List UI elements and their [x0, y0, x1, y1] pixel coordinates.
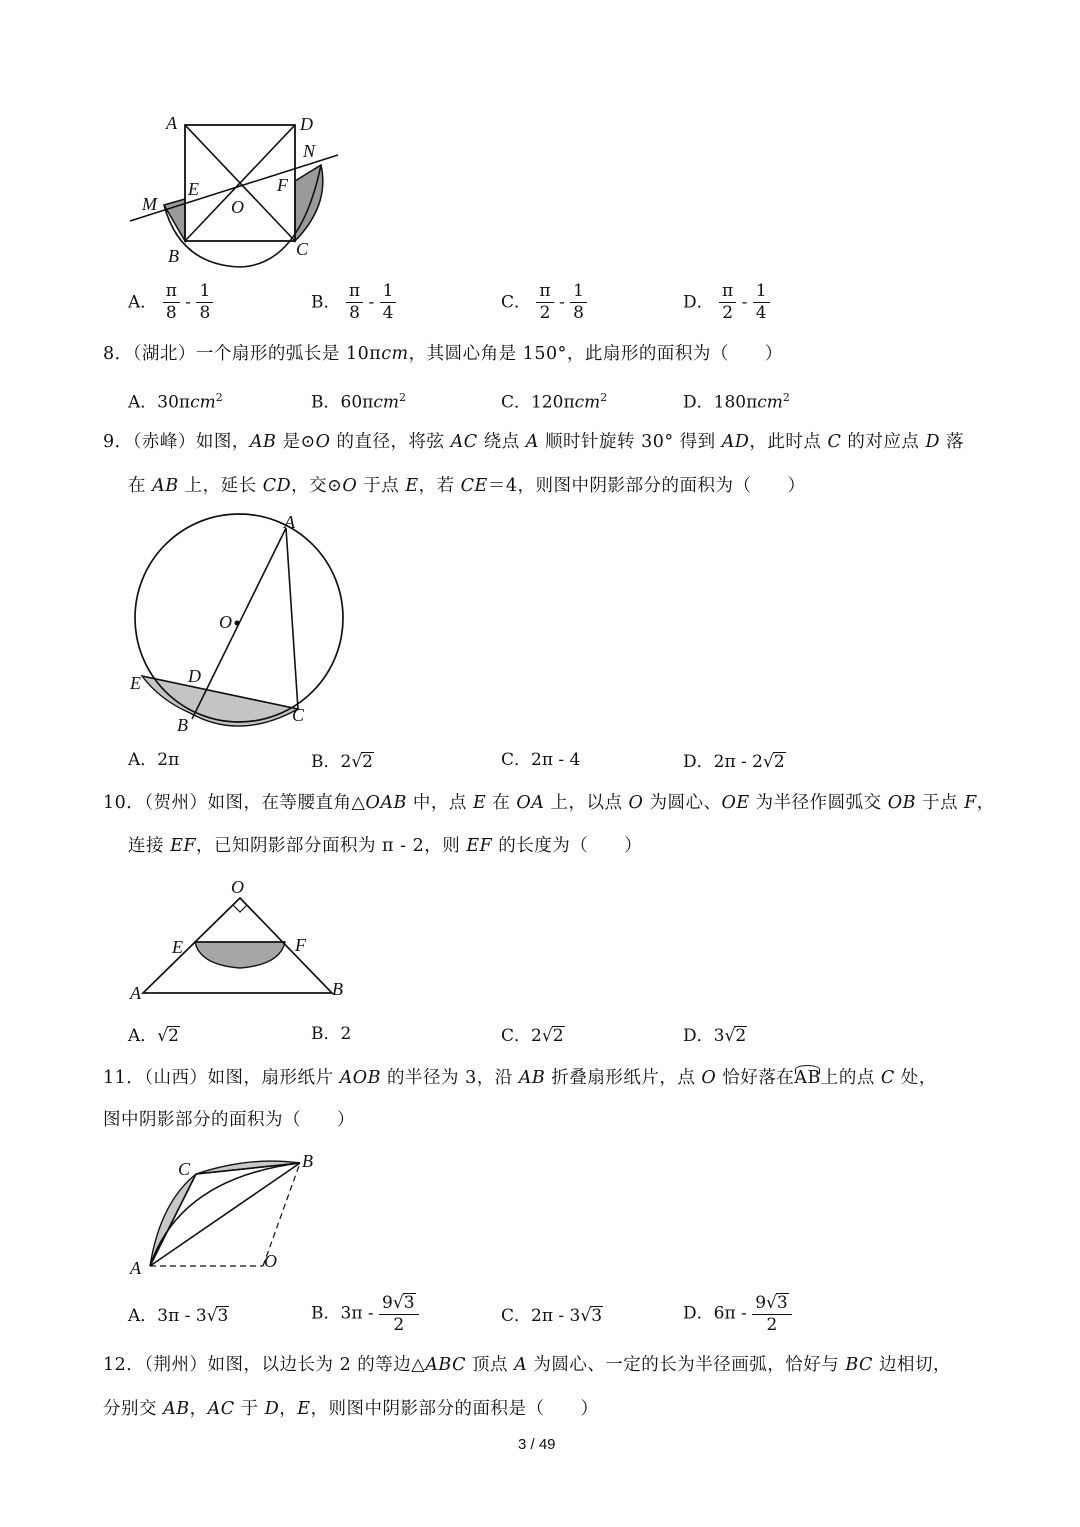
q10-option-d[interactable]	[683, 1026, 747, 1045]
frac-den: 4	[382, 302, 394, 323]
text: 连接	[128, 836, 171, 856]
value: 60π	[340, 392, 374, 413]
sqrt-sign: √	[351, 752, 363, 772]
q11-stem-line1	[103, 1070, 937, 1088]
frac-den: 8	[573, 302, 584, 323]
text: 的对应点	[841, 432, 926, 452]
unit: cm	[381, 344, 409, 364]
shaded-segment	[195, 942, 285, 968]
sqrt-sign: √	[763, 752, 774, 772]
text: 在	[128, 476, 153, 496]
var: D	[925, 432, 941, 452]
option-label: B．	[311, 292, 341, 313]
radicand: 3	[591, 1306, 603, 1326]
text: 10．（贺州）如图，在等腰直角△	[103, 793, 366, 813]
var: OA	[516, 793, 545, 813]
option-label: C．	[501, 750, 532, 770]
frac-den: 8	[349, 302, 360, 323]
value: 2π - 4	[531, 750, 581, 770]
label-A: A	[130, 1258, 141, 1278]
var: D	[264, 1399, 280, 1419]
q9-option-b[interactable]	[311, 752, 374, 771]
option-label: A．	[128, 292, 158, 313]
text: 上，延长	[178, 476, 263, 496]
label-C: C	[178, 1159, 191, 1179]
figure-q10-triangle	[120, 875, 360, 1010]
exponent: 2	[215, 391, 223, 404]
minus-sign: -	[185, 292, 192, 313]
label-O: O	[231, 197, 244, 217]
frac-num: π	[163, 283, 180, 303]
var: CE	[460, 476, 488, 496]
q12-stem-line1	[103, 1357, 951, 1375]
text: ，	[976, 793, 995, 813]
text: ，其圆心角是 150°，此扇形的面积为（ ）	[408, 344, 783, 364]
chord-ac	[150, 1174, 196, 1266]
text: 顶点	[465, 1355, 515, 1375]
q8-option-d[interactable]	[683, 392, 790, 412]
option-label: D．	[683, 1303, 714, 1324]
value: 2	[531, 1026, 542, 1046]
text: ，此时点	[749, 432, 828, 452]
option-label: B．	[311, 1024, 341, 1044]
var: C	[827, 432, 842, 452]
minus-sign: -	[368, 292, 375, 313]
label-A: A	[166, 113, 177, 133]
sqrt-sign: √	[157, 1026, 169, 1046]
q9-option-a[interactable]	[128, 752, 179, 769]
frac-num: π	[346, 283, 363, 303]
text: 恰好落在	[716, 1068, 795, 1088]
q10-option-a[interactable]	[128, 1026, 180, 1045]
option-label: D．	[683, 292, 714, 313]
text: 为圆心、一定的长为半径画弧，恰好与	[527, 1355, 846, 1375]
text: 11．（山西）如图，扇形纸片	[103, 1068, 340, 1088]
q9-option-d[interactable]	[683, 752, 786, 771]
radicand: 2	[735, 1026, 747, 1046]
option-label: B．	[311, 752, 341, 772]
radicand: 2	[168, 1026, 179, 1046]
var: AB	[163, 1399, 190, 1419]
label-C: C	[292, 705, 305, 725]
var: AB	[249, 432, 277, 452]
value: 3π -	[340, 1303, 374, 1324]
text: 的直径，将弦	[330, 432, 451, 452]
sqrt-sign: √	[392, 1293, 404, 1313]
text: ，若	[418, 476, 461, 496]
var: E	[405, 476, 419, 496]
q9-stem-line1	[103, 434, 964, 452]
frac-num: π	[719, 283, 736, 303]
q9-stem-line2	[128, 478, 805, 496]
exponent: 2	[398, 391, 406, 404]
q8-stem	[103, 346, 783, 364]
option-label: D．	[683, 392, 714, 413]
q7-option-c[interactable]	[501, 283, 587, 323]
value: 120π	[531, 392, 575, 413]
text: 于点	[357, 476, 406, 496]
frac-den: 4	[755, 302, 767, 323]
option-label: C．	[501, 1306, 532, 1326]
frac-num: 9	[382, 1293, 393, 1313]
option-label: D．	[683, 1026, 714, 1046]
text: 中，点	[406, 793, 473, 813]
option-label: C．	[501, 292, 532, 313]
label-B: B	[302, 1151, 313, 1171]
q11-option-d[interactable]	[683, 1293, 792, 1335]
value: 6π -	[713, 1303, 747, 1324]
label-O: O	[264, 1251, 277, 1271]
label-E: E	[130, 673, 141, 693]
exponent: 2	[600, 391, 608, 404]
var: AC	[207, 1399, 235, 1419]
q10-option-c[interactable]	[501, 1026, 565, 1045]
var: E	[297, 1399, 311, 1419]
text: 绕点	[477, 432, 526, 452]
label-M: M	[142, 194, 157, 214]
frac-num: 1	[753, 283, 770, 303]
text: 为半径作圆弧交	[749, 793, 888, 813]
label-D: D	[300, 114, 313, 134]
label-O: O	[219, 612, 232, 632]
sqrt-sign: √	[541, 1026, 553, 1046]
option-label: A．	[128, 750, 158, 770]
text: 为圆心、	[643, 793, 722, 813]
var: O	[628, 793, 644, 813]
figure-q11-sector	[120, 1148, 340, 1283]
sqrt-sign: √	[724, 1026, 736, 1046]
label-O: O	[231, 877, 244, 897]
unit: cm	[757, 392, 783, 413]
frac-den: 8	[199, 302, 211, 323]
label-N: N	[303, 141, 316, 161]
option-label: C．	[501, 392, 532, 413]
shaded-region	[142, 676, 298, 726]
text: ，	[279, 1399, 298, 1419]
label-B: B	[332, 979, 343, 999]
var: C	[880, 1068, 895, 1088]
label-A: A	[130, 983, 141, 1003]
q11-option-b[interactable]	[311, 1293, 419, 1335]
radicand: 3	[403, 1293, 415, 1313]
var: OB	[887, 793, 916, 813]
label-F: F	[277, 175, 288, 195]
unit: cm	[190, 392, 216, 413]
label-D: D	[188, 666, 201, 686]
text: 上，以点	[544, 793, 629, 813]
q8-option-a[interactable]	[128, 392, 223, 412]
option-label: B．	[311, 392, 341, 413]
sqrt-sign: √	[206, 1306, 218, 1326]
radicand: 2	[552, 1026, 564, 1046]
text: ，则图中阴影部分的面积是（ ）	[310, 1399, 599, 1419]
value: 2π - 3	[531, 1306, 581, 1326]
q11-stem-line2: 图中阴影部分的面积为（ ）	[103, 1110, 355, 1130]
chord-ac	[286, 528, 298, 709]
text: 12．（荆州）如图，以边长为 2 的等边△	[103, 1355, 426, 1375]
var: AB	[518, 1068, 546, 1088]
value: 2	[340, 752, 352, 772]
radicand: 2	[773, 752, 785, 772]
label-A: A	[284, 512, 295, 532]
exponent: 2	[782, 391, 790, 404]
frac-num: 1	[196, 283, 213, 303]
value: 2π	[157, 750, 180, 770]
text: 分别交	[103, 1399, 164, 1419]
label-B: B	[168, 246, 179, 266]
figure-q7-square-circle	[120, 105, 360, 275]
var: BC	[845, 1355, 873, 1375]
text: 上的点	[820, 1068, 881, 1088]
text: 于点	[915, 793, 965, 813]
frac-num: 1	[380, 283, 397, 303]
radicand: 3	[776, 1293, 788, 1313]
sqrt-sign: √	[580, 1306, 592, 1326]
text: ＝4，则图中阴影部分的面积为（ ）	[487, 476, 806, 496]
minus-sign: -	[559, 292, 565, 313]
text: 的半径为 3，沿	[380, 1068, 519, 1088]
q12-stem-line2	[103, 1401, 599, 1419]
value: 30π	[157, 392, 191, 413]
frac-den: 2	[722, 302, 734, 323]
minus-sign: -	[741, 292, 748, 313]
value: 3π - 3	[157, 1306, 207, 1326]
text: 是⊙	[276, 432, 316, 452]
var: AD	[721, 432, 750, 452]
q11-option-a[interactable]	[128, 1306, 229, 1325]
var: ABC	[425, 1355, 466, 1375]
text: 折叠扇形纸片，点	[545, 1068, 702, 1088]
label-E: E	[188, 179, 199, 199]
var: CD	[262, 476, 292, 496]
option-label: A．	[128, 1306, 158, 1326]
label-B: B	[177, 715, 188, 735]
var: A	[525, 432, 539, 452]
var: OAB	[365, 793, 407, 813]
option-label: C．	[501, 1026, 532, 1046]
var: F	[964, 793, 977, 813]
var: E	[472, 793, 487, 813]
unit: cm	[574, 392, 601, 413]
sqrt-sign: √	[766, 1293, 777, 1313]
var: O	[342, 476, 358, 496]
var: O	[315, 432, 331, 452]
var: A	[514, 1355, 528, 1375]
q11-option-c[interactable]	[501, 1306, 603, 1325]
q8-option-b[interactable]	[311, 392, 406, 412]
text: 顺时针旋转 30° 得到	[538, 432, 722, 452]
text: 8．（湖北）一个扇形的弧长是 10π	[103, 344, 382, 364]
q10-stem-line2	[128, 838, 642, 856]
var: AC	[450, 432, 478, 452]
text: 落	[940, 432, 965, 452]
var: EF	[170, 836, 196, 856]
frac-num: π	[536, 283, 553, 303]
frac-den: 2	[539, 302, 551, 323]
option-label: B．	[311, 1303, 341, 1324]
figure-q9-circle	[120, 505, 360, 745]
frac-num: 1	[570, 283, 587, 303]
center-point	[235, 621, 240, 626]
right-angle-mark	[233, 905, 247, 912]
radicand: 2	[362, 752, 373, 772]
text: 处，	[894, 1068, 937, 1088]
q10-stem-line1	[103, 795, 995, 813]
q7-option-b[interactable]	[311, 283, 396, 323]
text: ，	[189, 1399, 208, 1419]
value: 2π - 2	[713, 752, 763, 772]
label-C: C	[296, 239, 309, 259]
var: AOB	[339, 1068, 381, 1088]
var: O	[701, 1068, 717, 1088]
q10-option-b[interactable]	[311, 1026, 351, 1043]
frac-den: 2	[766, 1314, 778, 1335]
unit: cm	[373, 392, 399, 413]
text: 9．（赤峰）如图，	[103, 432, 250, 452]
text: ，已知阴影部分面积为 π - 2，则	[196, 836, 467, 856]
q7-option-d[interactable]	[683, 283, 770, 323]
frac-den: 2	[393, 1314, 405, 1335]
value: 180π	[713, 392, 758, 413]
value: 3	[713, 1026, 725, 1046]
text: ，交⊙	[291, 476, 343, 496]
text: 边相切，	[872, 1355, 952, 1375]
var: EF	[466, 836, 493, 856]
text: 在	[486, 793, 517, 813]
text: 于	[234, 1399, 265, 1419]
value: 2	[340, 1024, 352, 1044]
frac-num: 9	[755, 1293, 767, 1313]
var: AB	[152, 476, 179, 496]
arc-ab: AB	[794, 1068, 821, 1088]
option-label: D．	[683, 752, 714, 772]
option-label: A．	[128, 392, 158, 413]
q8-option-c[interactable]	[501, 392, 607, 412]
label-F: F	[295, 935, 306, 955]
label-E: E	[172, 937, 183, 957]
var: OE	[721, 793, 750, 813]
q9-option-c[interactable]	[501, 752, 580, 769]
q7-option-a[interactable]	[128, 283, 213, 323]
page-number: 3 / 49	[518, 1436, 556, 1453]
radicand: 3	[217, 1306, 229, 1326]
frac-den: 8	[165, 302, 177, 323]
text: 的长度为（ ）	[492, 836, 643, 856]
option-label: A．	[128, 1026, 158, 1046]
